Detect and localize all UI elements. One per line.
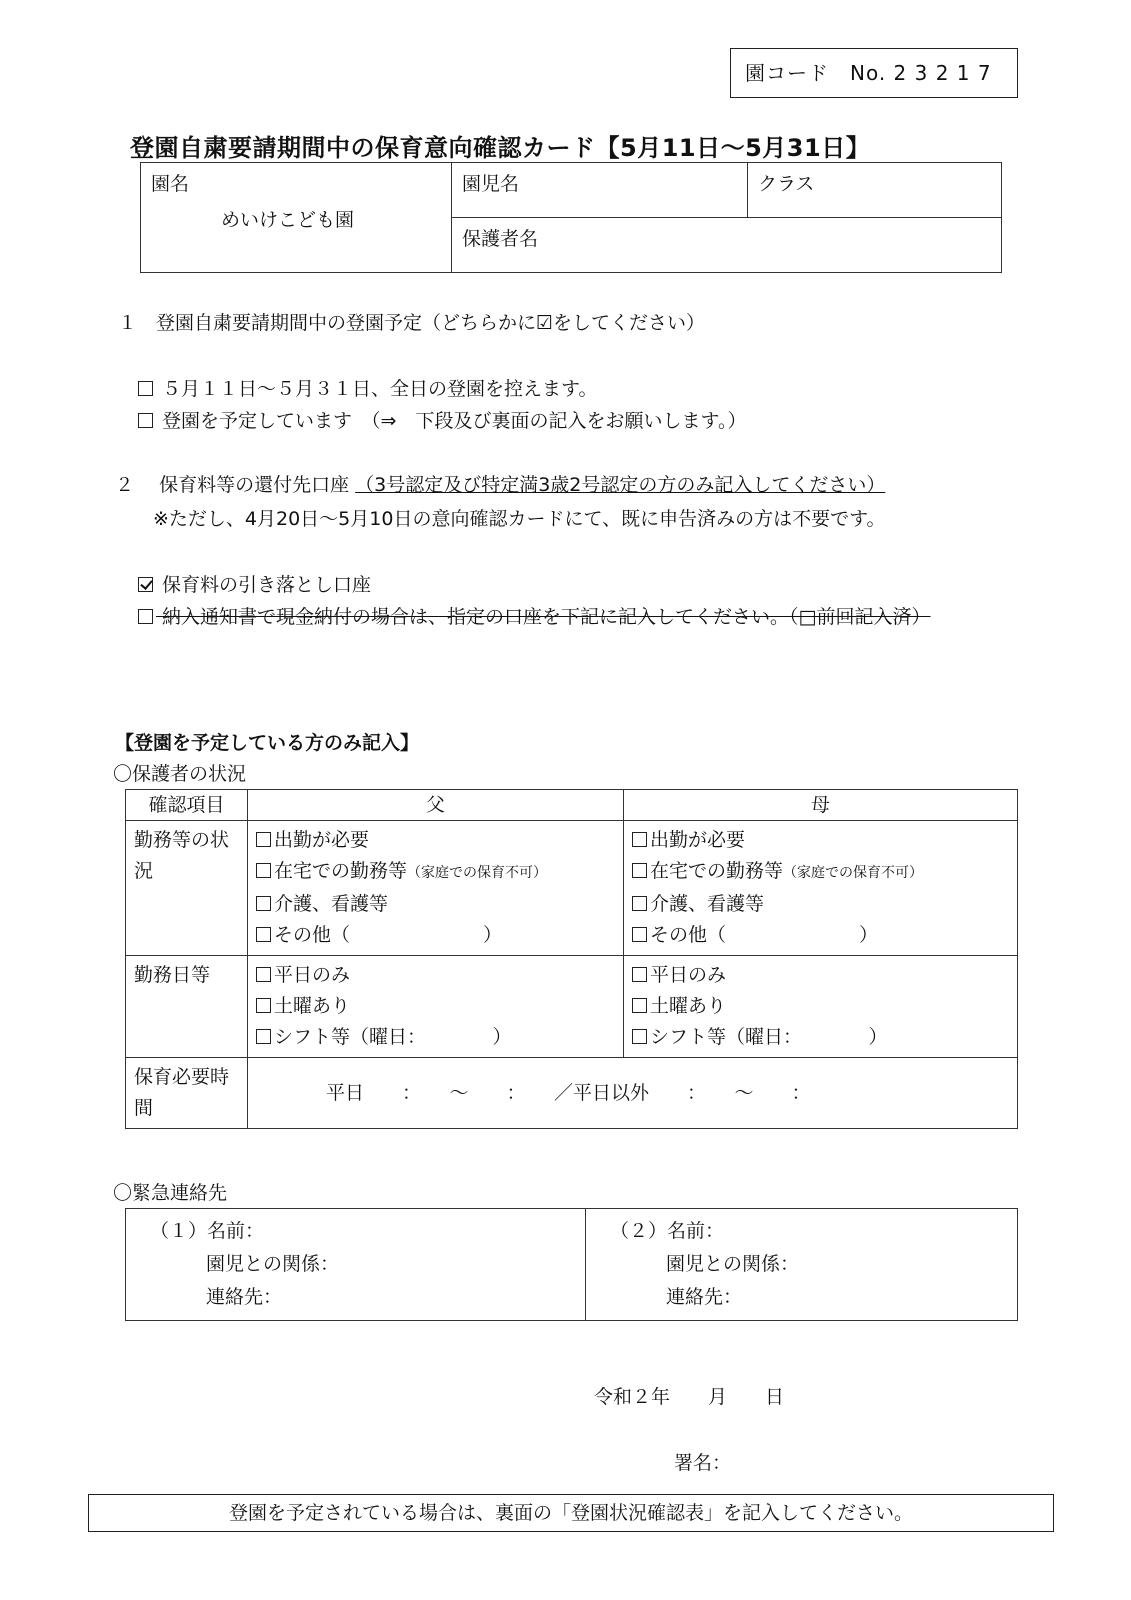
class-label: クラス [758,173,815,195]
father-days-saturday[interactable] [256,991,615,1022]
father-work-other[interactable] [256,920,615,951]
checkbox-icon[interactable] [256,927,271,942]
option-label: 在宅での勤務等 [650,860,784,882]
school-label: 園名 [151,173,190,195]
checkbox-icon[interactable] [632,998,647,1013]
section2-note: ※ただし、4月20日～5月10日の意向確認カードにて、既に申告済みの方は不要です。 [153,508,886,530]
option-abstain-label: ５月１１日～５月３１日、全日の登園を控えます。 [162,378,598,400]
section2-title: 保育料等の還付先口座 [159,474,350,496]
checkbox-icon[interactable] [632,967,647,982]
care-hours-label: 保育必要時間 [126,1058,248,1129]
option-cash-label: 納入通知書で現金納付の場合は、指定の口座を下記に記入してください。（□前回記入済） [162,606,931,628]
signature-field[interactable]: 署名： [674,1452,732,1474]
mother-work-cell [624,821,1018,956]
father-work-cell [248,821,624,956]
checkbox-icon[interactable] [632,927,647,942]
option-label: 出勤が必要 [274,829,370,851]
checkbox-icon[interactable] [138,413,153,428]
option-abstain-all[interactable] [138,378,598,401]
care-hours-field[interactable]: 平日 ： ～ ： ／平日以外 ： ～ ： [248,1058,1018,1129]
checkbox-icon[interactable] [138,381,153,396]
info-table [140,162,1002,273]
option-label: その他（ ） [650,924,879,946]
option-label: 介護、看護等 [274,893,389,915]
option-label: シフト等（曜日： ） [274,1026,512,1048]
option-label: 在宅での勤務等 [274,860,408,882]
checkbox-icon[interactable] [632,832,647,847]
mother-work-commute[interactable] [632,825,1009,856]
guardian-name-field[interactable] [452,218,1002,273]
checked-checkbox-icon[interactable] [138,577,153,592]
work-days-label: 勤務日等 [126,956,248,1058]
checkbox-icon[interactable] [632,1029,647,1044]
guardian-name-label: 保護者名 [462,228,539,250]
child-name-field[interactable] [452,163,748,218]
contact1-name-label: （１）名前： [150,1220,265,1242]
option-label: 土曜あり [650,995,727,1017]
section2-heading [115,474,885,497]
contact2-name-label: （２）名前： [610,1220,725,1242]
option-label: 介護、看護等 [650,893,765,915]
col-item-header: 確認項目 [126,790,248,821]
checkbox-icon[interactable] [256,998,271,1013]
mother-work-other[interactable] [632,920,1009,951]
option-label: 土曜あり [274,995,351,1017]
guardian-status-table [125,789,1018,1129]
option-label: その他（ ） [274,924,503,946]
col-father-header: 父 [248,790,624,821]
contact2-relation-label: 園児との関係： [666,1253,800,1275]
work-status-label: 勤務等の状況 [126,821,248,956]
contact1-phone-label: 連絡先： [206,1286,283,1308]
school-cell [141,163,452,273]
contact2-phone-label: 連絡先： [666,1286,743,1308]
option-plan-label: 登園を予定しています （⇒ 下段及び裏面の記入をお願いします。） [162,410,747,432]
emergency-table [125,1208,1018,1321]
father-work-care[interactable] [256,889,615,920]
contact1-relation-label: 園児との関係： [206,1253,340,1275]
option-label: 平日のみ [650,964,727,986]
school-code: 園コード No. 2 3 2 1 7 [745,61,992,85]
mother-work-home[interactable] [632,856,1009,889]
checkbox-icon[interactable] [256,967,271,982]
checkbox-icon[interactable] [138,609,153,624]
emergency-contact-2[interactable] [586,1209,1018,1321]
option-debit-label: 保育料の引き落とし口座 [162,574,372,596]
planned-heading: 【登園を予定している方のみ記入】 [115,732,420,754]
father-work-home[interactable] [256,856,615,889]
option-label: シフト等（曜日： ） [650,1026,888,1048]
option-debit-account[interactable] [138,574,371,597]
father-work-commute[interactable] [256,825,615,856]
school-name: めいけこども園 [221,209,355,231]
checkbox-icon[interactable] [632,863,647,878]
mother-work-care[interactable] [632,889,1009,920]
section1-heading: １ 登園自粛要請期間中の登園予定（どちらかに☑をしてください） [118,312,706,334]
option-cash-payment[interactable] [138,606,931,629]
mother-days-cell [624,956,1018,1058]
guardian-status-heading: 〇保護者の状況 [113,763,247,785]
page-title: 登園自粛要請期間中の保育意向確認カード【5月11日～5月31日】 [130,134,871,162]
child-name-label: 園児名 [462,173,520,195]
father-days-shift[interactable] [256,1022,615,1053]
father-days-weekday[interactable] [256,960,615,991]
mother-days-shift[interactable] [632,1022,1009,1053]
checkbox-icon[interactable] [632,896,647,911]
option-label: 出勤が必要 [650,829,746,851]
checkbox-icon[interactable] [256,832,271,847]
checkbox-icon[interactable] [256,1029,271,1044]
notice-box: 登園を予定されている場合は、裏面の「登園状況確認表」を記入してください。 [88,1494,1054,1532]
emergency-heading: 〇緊急連絡先 [113,1182,228,1204]
mother-days-weekday[interactable] [632,960,1009,991]
checkbox-icon[interactable] [256,896,271,911]
class-field[interactable] [748,163,1002,218]
col-mother-header: 母 [624,790,1018,821]
checkbox-icon[interactable] [256,863,271,878]
option-plan-attend[interactable] [138,410,746,433]
section2-number: ２ [115,474,135,496]
option-note: （家庭での保育不可） [783,865,924,881]
option-note: （家庭での保育不可） [407,865,548,881]
section2-heading-note: （3号認定及び特定満3歳2号認定の方のみ記入してください） [355,474,886,496]
mother-days-saturday[interactable] [632,991,1009,1022]
option-label: 平日のみ [274,964,351,986]
date-field[interactable]: 令和２年 月 日 [594,1386,785,1408]
emergency-contact-1[interactable] [126,1209,586,1321]
father-days-cell [248,956,624,1058]
school-code-box [730,48,1018,98]
